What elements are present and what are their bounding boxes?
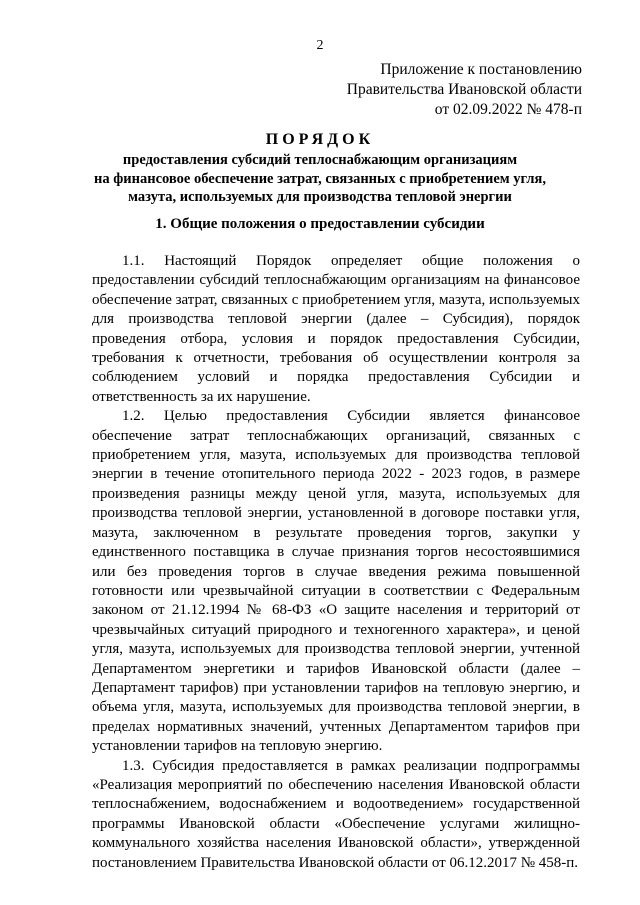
appendix-line-1: Приложение к постановлению [380,61,582,78]
section-heading: 1. Общие положения о предоставлении субсидии [155,216,485,232]
document-title: ПОРЯДОК [265,131,375,148]
paragraph-1-3: 1.3. Субсидия предоставляется в рамках реализации подпрограммы «Реализация мероприятий по обеспечению населения Ивановской области теплоснабжением, водоснабжением и водоотведением» государственной программы Ивановской области «Обеспечение услугами жилищно-коммунального хозяйства населения Ивановской области», утвержденной постановлением Правительства Ивановской области от 06.12.2017 № 458-п. [92,757,580,871]
appendix-line-2: Правительства Ивановской области [346,81,582,98]
subtitle-line-2: на финансовое обеспечение затрат, связанных с приобретением угля, [94,170,546,187]
appendix-reference [347,60,582,120]
page-number: 2 [316,38,324,53]
subtitle-line-1: предоставления субсидий теплоснабжающим организациям [122,152,518,168]
section-body [92,252,580,873]
subtitle-line-3: мазута, используемых для производства тепловой энергии [128,189,512,205]
document-subtitle [0,151,640,207]
appendix-line-3: от 02.09.2022 № 478-п [434,101,582,118]
paragraph-1-2: 1.2. Целью предоставления Субсидии является финансовое обеспечение затрат теплоснабжающих организаций, связанных с приобретением угля, мазута, используемых для производства тепловой энергии в течение отопительного периода 2022 - 2023 годов, в размере произведения разницы между ценой угля, мазута, используемых для производства тепловой энергии, установленной в договоре поставки угля, мазута, заключенном в результате проведения торгов, закупки у единственного поставщика в случае признания торгов несостоявшимися или без проведения торгов в случае введения режима повышенной готовности или чрезвычайной ситуации в соответствии с Федеральным законом от 21.12.1994 № 68-ФЗ «О защите населения и территорий от чрезвычайных ситуаций природного и техногенного характера», и ценой угля, мазута, используемых для производства тепловой энергии, учтенной Департаментом энергетики и тарифов Ивановской области (далее – Департамент тарифов) при установлении тарифов на тепловую энергию, и объема угля, мазута, используемых для производства тепловой энергии, в пределах нормативных значений, учтенных Департаментом тарифов при установлении тарифов на тепловую энергию. [92,408,580,755]
paragraph-1-1: 1.1. Настоящий Порядок определяет общие положения о предоставлении субсидий теплоснабжающим организациям на финансовое обеспечение затрат, связанных с приобретением угля, мазута, используемых для производства тепловой энергии (далее – Субсидия), порядок проведения отбора, условия и порядок предоставления Субсидии, требования к отчетности, требования об осуществлении контроля за соблюдением условий и порядка предоставления Субсидии и ответственность за их нарушение. [92,253,580,405]
